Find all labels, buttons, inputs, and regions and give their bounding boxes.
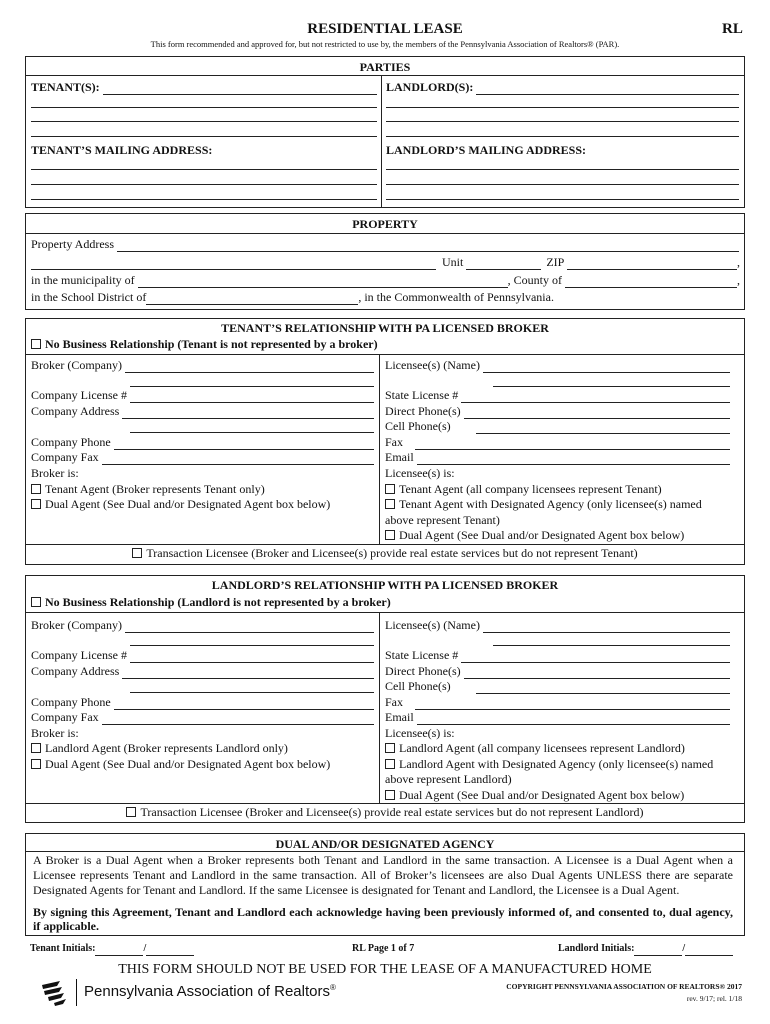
tenant-broker-heading: TENANT’S RELATIONSHIP WITH PA LICENSED BROKER [221,321,549,335]
option-label: Dual Agent (See Dual and/or Designated Agent box below) [399,528,685,542]
tenant-mailing-line[interactable] [31,199,377,200]
parties-section [25,56,745,208]
tenant-mailing-line[interactable] [31,184,377,185]
tenant-broker-company-field[interactable] [31,358,374,373]
option-label: Tenant Agent with Designated Agency (only licensee(s) named [399,497,702,511]
field-label: Company License # [31,648,127,662]
zip-label: ZIP [546,255,565,269]
landlords-line[interactable] [386,107,739,108]
landlord-email-field[interactable] [385,710,730,725]
tenant-mailing-line[interactable] [31,169,377,170]
tenant-no-business-label: No Business Relationship (Tenant is not represented by a broker) [45,337,378,351]
checkbox[interactable] [31,499,41,509]
checkbox[interactable] [385,484,395,494]
org-name-text: Pennsylvania Association of Realtors [84,983,330,1000]
checkbox[interactable] [385,790,395,800]
tenants-line[interactable] [31,121,377,122]
tenant-state-license-field[interactable] [385,388,730,403]
field-label: Email [385,450,414,464]
school-district-row[interactable] [31,290,591,305]
option-label: Transaction Licensee (Broker and Licensee(s) provide real estate services but do not represent Tenant) [146,546,638,560]
school-district-label: in the School District of [31,290,147,304]
landlords-line[interactable] [386,136,739,137]
form-subtitle: This form recommended and approved for, but not restricted to use by, the members of the Pennsylvania Association of Realtors® (PAR). [150,39,620,49]
tenant-initials-field[interactable] [30,943,194,956]
field-label: State License # [385,648,459,662]
dual-agency-heading: DUAL AND/OR DESIGNATED AGENCY [275,837,495,851]
tenant-broker-company-line[interactable] [130,386,374,387]
org-reg-mark: ® [329,983,336,992]
slash: / [682,943,686,954]
tenant-fax-field[interactable] [385,435,730,450]
checkbox[interactable] [31,759,41,769]
landlord-broker-is: Broker is: [31,726,79,740]
tenant-lic-opt2-cont: above represent Tenant) [385,513,500,527]
tenant-email-field[interactable] [385,450,730,465]
checkbox[interactable] [132,548,142,558]
par-logo-icon [40,977,74,1007]
field-label: State License # [385,388,459,402]
manufactured-home-warning: THIS FORM SHOULD NOT BE USED FOR THE LEASE OF A MANUFACTURED HOME [118,962,652,977]
landlords-label: LANDLORD(S): [386,80,474,94]
option-label: Tenant Agent (all company licensees represent Tenant) [399,482,662,496]
option-label: Landlord Agent (Broker represents Landlord only) [45,741,288,755]
landlord-broker-company-line[interactable] [130,645,374,646]
field-label: Fax [385,695,403,709]
field-label: Licensee(s) (Name) [385,618,480,632]
dual-agency-consent: By signing this Agreement, Tenant and Landlord each acknowledge having been previously informed of, and consented to, dual agency, if applicable. [33,905,733,933]
county-label: , County of [507,273,562,287]
divider [25,544,745,545]
tenant-initials-label: Tenant Initials: [30,943,96,954]
tenant-licensees-name-line[interactable] [493,386,730,387]
dual-agency-paragraph: A Broker is a Dual Agent when a Broker represents both Tenant and Landlord in the same transaction. A Licensee is a Dual Agent when a Licensee represents Tenant and Landlord in the same transaction. All of Broker’s licensees are also Dual Agents UNLESS there are separate Designated Agents for Tenant and Landlord. If the same Licensee is designated for Tenant and Landlord, the Licensee is a Dual Agent. [33,853,733,897]
tenant-broker-opt2[interactable] [31,497,330,512]
tenant-lic-opt3[interactable] [385,528,684,543]
field-label: Broker (Company) [31,358,122,372]
parties-heading: PARTIES [359,60,411,74]
checkbox[interactable] [31,743,41,753]
logo-divider [76,979,77,1006]
field-label: Company Phone [31,695,111,709]
property-address-field[interactable] [31,237,739,252]
checkbox[interactable] [31,339,41,349]
field-label: Company License # [31,388,127,402]
landlord-broker-opt1[interactable] [31,741,288,756]
option-label: Tenant Agent (Broker represents Tenant only) [45,482,265,496]
landlord-no-business-label: No Business Relationship (Landlord is not represented by a broker) [45,595,391,609]
landlord-company-address-line[interactable] [130,692,374,693]
par-logo [40,977,340,1007]
landlord-lic-opt2-cont: above represent Landlord) [385,772,512,786]
landlord-mailing-label: LANDLORD’S MAILING ADDRESS: [386,143,587,157]
divider [25,612,745,613]
landlord-mailing-line[interactable] [386,169,739,170]
tenant-licensees-is: Licensee(s) is: [385,466,455,480]
landlord-company-license-field[interactable] [31,648,374,663]
field-label: Email [385,710,414,724]
landlord-broker-company-field[interactable] [31,618,374,633]
unit-zip-row[interactable]: Unit ZIP , [31,255,740,270]
checkbox[interactable] [31,484,41,494]
landlord-lic-opt1[interactable] [385,741,685,756]
landlord-state-license-field[interactable] [385,648,730,663]
divider [379,354,380,544]
field-label: Broker (Company) [31,618,122,632]
tenant-licensees-name-field[interactable] [385,358,730,373]
checkbox[interactable] [385,530,395,540]
tenant-lic-opt2[interactable] [385,497,702,512]
field-label: Cell Phone(s) [385,679,451,693]
field-label: Fax [385,435,403,449]
landlord-company-fax-field[interactable] [31,710,374,725]
landlord-licensees-name-field[interactable] [385,618,730,633]
checkbox[interactable] [31,597,41,607]
divider [25,354,745,355]
landlord-no-business[interactable] [31,595,391,610]
tenant-company-fax-field[interactable] [31,450,374,465]
option-label: Landlord Agent with Designated Agency (only licensee(s) named [399,757,714,771]
field-label: Licensee(s) (Name) [385,358,480,372]
landlord-initials-field[interactable] [558,943,733,956]
landlords-line[interactable] [386,121,739,122]
landlord-company-address-field[interactable] [31,664,374,679]
tenant-company-address-field[interactable] [31,404,374,419]
tenant-lic-opt1[interactable] [385,482,662,497]
field-label: Cell Phone(s) [385,419,451,433]
option-label: Dual Agent (See Dual and/or Designated Agent box below) [399,788,685,802]
divider [25,851,745,852]
landlord-broker-heading: LANDLORD’S RELATIONSHIP WITH PA LICENSED BROKER [211,578,559,592]
option-label: Landlord Agent (all company licensees represent Landlord) [399,741,685,755]
unit-label: Unit [442,255,464,269]
landlord-transaction-licensee[interactable] [25,805,745,820]
revision: rev. 9/17; rel. 1/18 [686,994,742,1003]
tenant-cell-phone-field[interactable] [385,419,730,434]
municipality-label: in the municipality of [31,273,135,287]
landlord-cell-phone-field[interactable] [385,679,730,694]
tenants-field[interactable] [31,80,377,95]
org-name [84,983,336,1002]
landlord-licensees-is: Licensee(s) is: [385,726,455,740]
field-label: Direct Phone(s) [385,404,461,418]
tenant-broker-is: Broker is: [31,466,79,480]
page-number: RL Page 1 of 7 [352,943,415,954]
commonwealth-text: , in the Commonwealth of Pennsylvania. [358,290,554,304]
landlord-licensees-name-line[interactable] [493,645,730,646]
form-title: RESIDENTIAL LEASE [307,21,463,37]
form-code: RL [722,21,743,37]
tenant-company-license-field[interactable] [31,388,374,403]
tenant-company-phone-field[interactable] [31,435,374,450]
landlord-fax-field[interactable] [385,695,730,710]
divider [381,75,382,208]
property-heading: PROPERTY [352,217,418,231]
landlord-mailing-line[interactable] [386,184,739,185]
tenant-transaction-licensee[interactable] [25,546,745,561]
checkbox[interactable] [385,743,395,753]
field-label: Company Phone [31,435,111,449]
field-label: Company Fax [31,710,99,724]
option-label: Dual Agent (See Dual and/or Designated Agent box below) [45,497,331,511]
landlord-company-phone-field[interactable] [31,695,374,710]
divider [379,612,380,803]
landlord-mailing-line[interactable] [386,199,739,200]
tenant-broker-opt1[interactable] [31,482,265,497]
landlord-lic-opt3[interactable] [385,788,684,803]
landlords-field[interactable] [386,80,739,95]
copyright: COPYRIGHT PENNSYLVANIA ASSOCIATION OF REALTORS® 2017 [506,982,742,991]
checkbox[interactable] [385,759,395,769]
tenants-label: TENANT(S): [31,80,100,94]
tenant-no-business[interactable] [31,337,378,352]
tenant-mailing-label: TENANT’S MAILING ADDRESS: [31,143,213,157]
divider [25,233,745,234]
divider [25,803,745,804]
field-label: Company Address [31,404,120,418]
option-label: Transaction Licensee (Broker and Licensee(s) provide real estate services but do not represent Landlord) [140,805,644,819]
property-address-label: Property Address [31,237,114,251]
checkbox[interactable] [126,807,136,817]
landlord-lic-opt2[interactable] [385,757,713,772]
slash: / [143,943,147,954]
landlord-direct-phone-field[interactable] [385,664,730,679]
tenants-line[interactable] [31,136,377,137]
field-label: Company Fax [31,450,99,464]
landlord-initials-label: Landlord Initials: [558,943,635,954]
checkbox[interactable] [385,499,395,509]
municipality-county-row[interactable]: in the municipality of , County of , [31,273,740,287]
landlord-broker-opt2[interactable] [31,757,330,772]
tenant-direct-phone-field[interactable] [385,404,730,419]
divider [25,75,745,76]
tenant-company-address-line[interactable] [130,432,374,433]
field-label: Company Address [31,664,120,678]
tenants-line[interactable] [31,107,377,108]
field-label: Direct Phone(s) [385,664,461,678]
option-label: Dual Agent (See Dual and/or Designated Agent box below) [45,757,331,771]
